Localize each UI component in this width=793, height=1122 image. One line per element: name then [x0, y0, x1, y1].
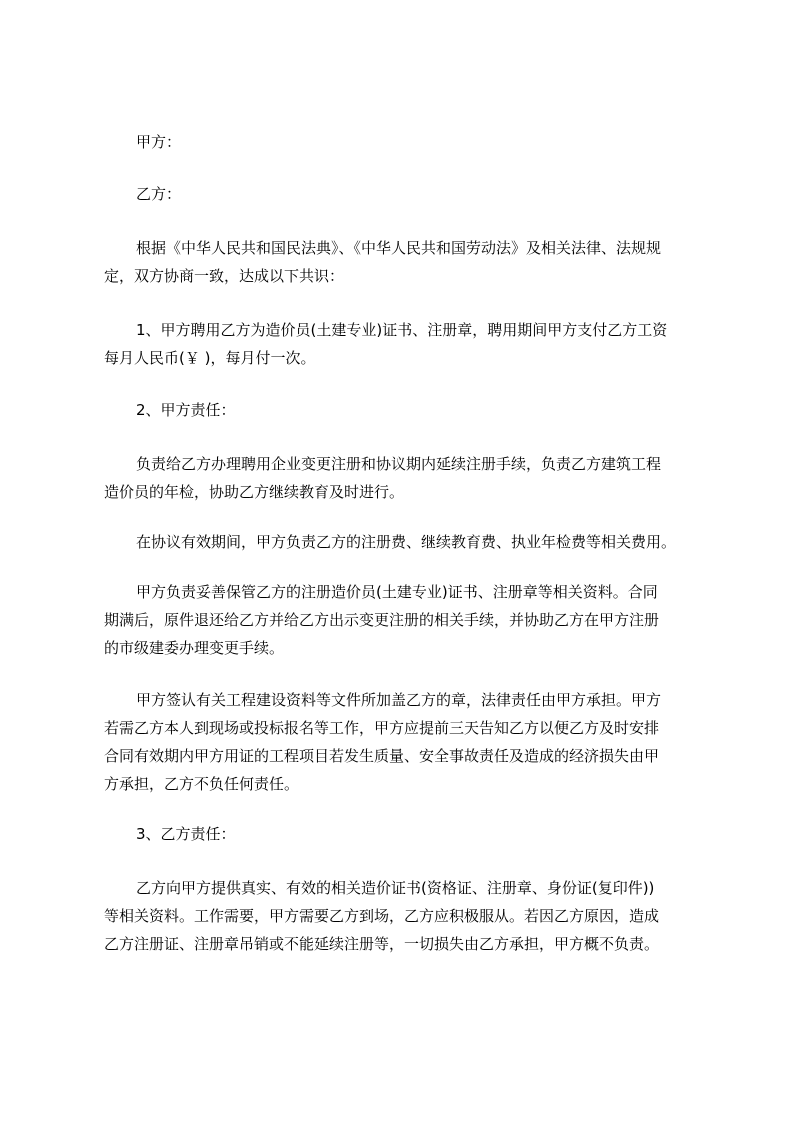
text-line: 合同有效期内甲方用证的工程项目若发生质量、安全事故责任及造成的经济损失由甲 — [104, 747, 660, 765]
party-a-duty-registration — [104, 450, 661, 506]
text-line: 定，双方协商一致，达成以下共识： — [104, 267, 345, 285]
text-line: 1、甲方聘用乙方为造价员(土建专业)证书、注册章，聘用期间甲方支付乙方工资 — [136, 321, 668, 339]
text-line: 根据《中华人民共和国民法典》、《中华人民共和国劳动法》及相关法律、法规规 — [136, 239, 662, 257]
text-line: 在协议有效期间，甲方负责乙方的注册费、继续教育费、执业年检费等相关费用。 — [136, 533, 677, 551]
text-line: 负责给乙方办理聘用企业变更注册和协议期内延续注册手续，负责乙方建筑工程 — [136, 455, 662, 473]
party-a-duty-safekeeping — [104, 578, 659, 662]
text-line: 甲方： — [136, 133, 182, 151]
text-line: 2、甲方责任： — [136, 401, 236, 419]
party-b-duty-paragraph — [104, 874, 659, 958]
party-a-label — [136, 128, 181, 156]
text-line: 甲方签认有关工程建设资料等文件所加盖乙方的章，法律责任由甲方承担。甲方 — [136, 691, 662, 709]
text-line: 方承担，乙方不负任何责任。 — [104, 775, 300, 793]
text-line: 乙方向甲方提供真实、有效的相关造价证书(资格证、注册章、身份证(复印件)) — [136, 879, 655, 897]
text-line: 造价员的年检，协助乙方继续教育及时进行。 — [104, 483, 405, 501]
text-line: 的市级建委办理变更手续。 — [104, 639, 285, 657]
clause-1-paragraph — [104, 316, 667, 372]
text-line: 乙方： — [136, 185, 182, 203]
party-b-label — [136, 180, 181, 208]
clause-3-heading — [136, 820, 236, 848]
text-line: 乙方注册证、注册章吊销或不能延续注册等，一切损失由乙方承担，甲方概不负责。 — [104, 935, 660, 953]
party-a-duty-fees — [104, 528, 676, 556]
party-a-duty-liability — [104, 686, 661, 798]
text-line: 3、乙方责任： — [136, 825, 236, 843]
text-line: 等相关资料。工作需要，甲方需要乙方到场，乙方应积极服从。若因乙方原因，造成 — [104, 907, 660, 925]
text-line: 期满后，原件退还给乙方并给乙方出示变更注册的相关手续，并协助乙方在甲方注册 — [104, 611, 660, 629]
text-line: 甲方负责妥善保管乙方的注册造价员(土建专业)证书、注册章等相关资料。合同 — [136, 583, 658, 601]
preamble-paragraph — [104, 234, 661, 290]
text-line: 若需乙方本人到现场或投标报名等工作，甲方应提前三天告知乙方以便乙方及时安排 — [104, 719, 660, 737]
text-line: 每月人民币(￥ )，每月付一次。 — [104, 349, 316, 367]
clause-2-heading — [136, 396, 236, 424]
